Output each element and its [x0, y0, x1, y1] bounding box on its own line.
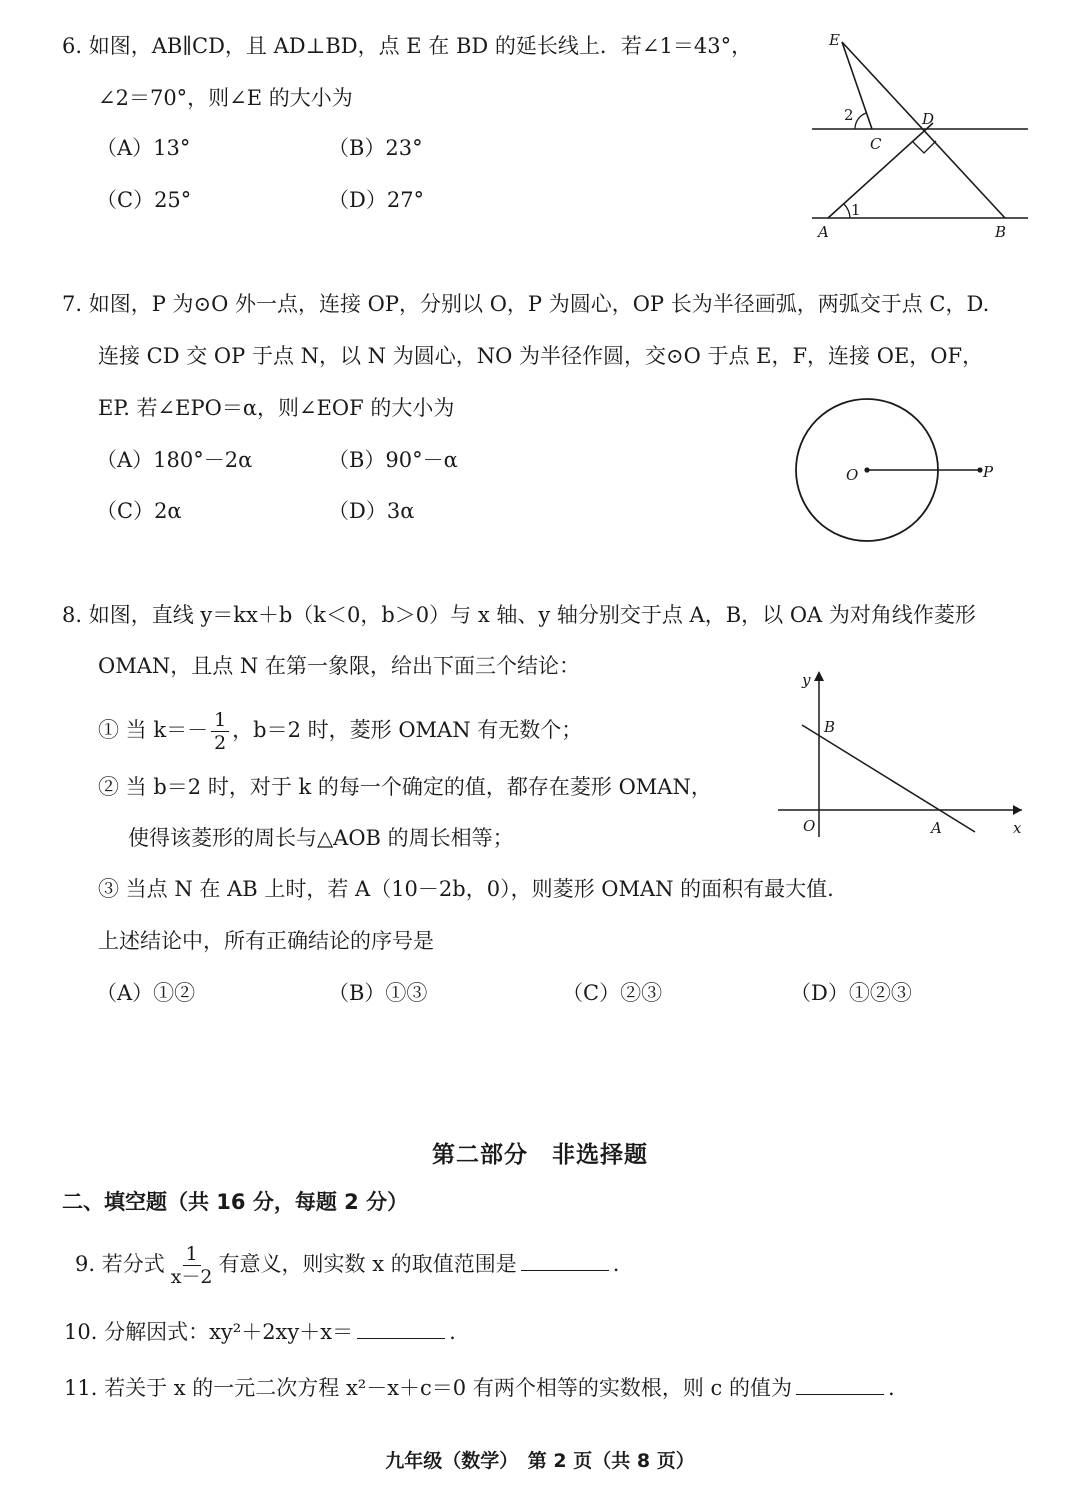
fraction-one-half [211, 709, 229, 754]
label-d: D [922, 110, 935, 128]
part2-title: 第二部分 非选择题 [432, 1142, 648, 1168]
q7-figure [780, 395, 1010, 545]
q8-option-b: （B）①③ [328, 981, 428, 1005]
point-o [864, 467, 869, 472]
q10 [64, 1316, 456, 1346]
q8-figure [770, 665, 1035, 845]
q6-figure [800, 25, 1040, 250]
q11 [64, 1372, 895, 1402]
fraction-numerator: 1 [211, 709, 229, 732]
q7-stem-line2: 连接 CD 交 OP 于点 N，以 N 为圆心，NO 为半径作圆，交⊙O 于点 E，F，连接 OE，OF， [98, 344, 984, 368]
line-ab [802, 725, 975, 832]
q9 [75, 1240, 619, 1288]
q10-period: . [449, 1320, 456, 1344]
q9-answer-blank[interactable] [521, 1248, 609, 1271]
q8-question: 上述结论中，所有正确结论的序号是 [98, 929, 434, 953]
label-a: A [818, 223, 829, 241]
q7-stem-line1: 7. 如图，P 为⊙O 外一点，连接 OP，分别以 O，P 为圆心，OP 长为半径画弧，两弧交于点 C，D. [62, 292, 990, 316]
fraction-denominator: 2 [214, 732, 227, 754]
page-footer: 九年级（数学） 第 2 页（共 8 页） [385, 1450, 695, 1472]
fill-in-section-header: 二、填空题（共 16 分，每题 2 分） [62, 1190, 409, 1214]
statement-1-prefix: ① 当 k＝－ [98, 718, 209, 742]
q9-suffix: 有意义，则实数 x 的取值范围是 [218, 1252, 517, 1276]
q7-option-c: （C）2α [96, 499, 182, 523]
right-angle-mark [912, 141, 936, 153]
q8-option-a: （A）①② [96, 981, 196, 1005]
y-axis-arrow [814, 671, 824, 681]
q7-option-a: （A）180°－2α [96, 448, 253, 472]
label-o: O [846, 466, 859, 484]
angle-1-arc [844, 204, 850, 218]
label-b: B [824, 718, 836, 736]
label-a: A [931, 819, 942, 837]
label-o: O [803, 817, 816, 835]
q11-period: . [887, 1376, 895, 1400]
q8-option-c: （C）②③ [562, 981, 663, 1005]
q8-stem-line2: OMAN，且点 N 在第一象限，给出下面三个结论： [98, 654, 580, 678]
q8-option-d: （D）①②③ [790, 981, 912, 1005]
label-1: 1 [851, 201, 861, 219]
q7-stem-line3: EP. 若∠EPO＝α，则∠EOF 的大小为 [98, 396, 455, 420]
label-p: P [983, 463, 994, 481]
q6-stem-line2: ∠2＝70°，则∠E 的大小为 [98, 86, 353, 110]
q8-statement-2-line1: ② 当 b＝2 时，对于 k 的每一个确定的值，都存在菱形 OMAN， [98, 775, 712, 799]
label-x: x [1013, 819, 1022, 837]
q11-text: 11. 若关于 x 的一元二次方程 x²－x＋c＝0 有两个相等的实数根，则 c 的值为 [64, 1376, 792, 1400]
label-y: y [802, 671, 811, 689]
point-p [977, 467, 982, 472]
q10-answer-blank[interactable] [357, 1316, 445, 1339]
q9-denominator: x－2 [170, 1266, 213, 1288]
q7-option-b: （B）90°－α [328, 448, 458, 472]
q9-fraction [168, 1243, 216, 1288]
q6-option-c: （C）25° [96, 188, 192, 212]
q10-text: 10. 分解因式：xy²＋2xy＋x＝ [64, 1320, 354, 1344]
x-axis-arrow [1013, 805, 1022, 815]
label-c: C [870, 135, 882, 153]
q9-period: . [612, 1252, 620, 1276]
q11-answer-blank[interactable] [796, 1372, 884, 1395]
q6-option-d: （D）27° [328, 188, 425, 212]
line-eb [842, 42, 1005, 218]
statement-1-suffix: ，b＝2 时，菱形 OMAN 有无数个； [232, 718, 583, 742]
angle-2-arc [855, 113, 866, 129]
q6-stem-line1: 6. 如图，AB∥CD，且 AD⊥BD，点 E 在 BD 的延长线上．若∠1＝43°， [62, 34, 753, 58]
label-b: B [995, 223, 1007, 241]
q6-option-a: （A）13° [96, 136, 191, 160]
q9-numerator: 1 [183, 1243, 201, 1266]
q7-option-d: （D）3α [328, 499, 415, 523]
label-e: E [829, 31, 840, 49]
q8-stem-line1: 8. 如图，直线 y＝kx＋b（k＜0，b＞0）与 x 轴、y 轴分别交于点 A，B，以 OA 为对角线作菱形 [62, 603, 976, 627]
q8-statement-3: ③ 当点 N 在 AB 上时，若 A（10－2b，0），则菱形 OMAN 的面积有最大值. [98, 877, 834, 901]
q6-option-b: （B）23° [328, 136, 423, 160]
q8-statement-2-line2: 使得该菱形的周长与△AOB 的周长相等； [128, 826, 514, 850]
label-2: 2 [844, 106, 854, 124]
q8-statement-1 [98, 704, 582, 756]
q9-prefix: 9. 若分式 [75, 1252, 165, 1276]
